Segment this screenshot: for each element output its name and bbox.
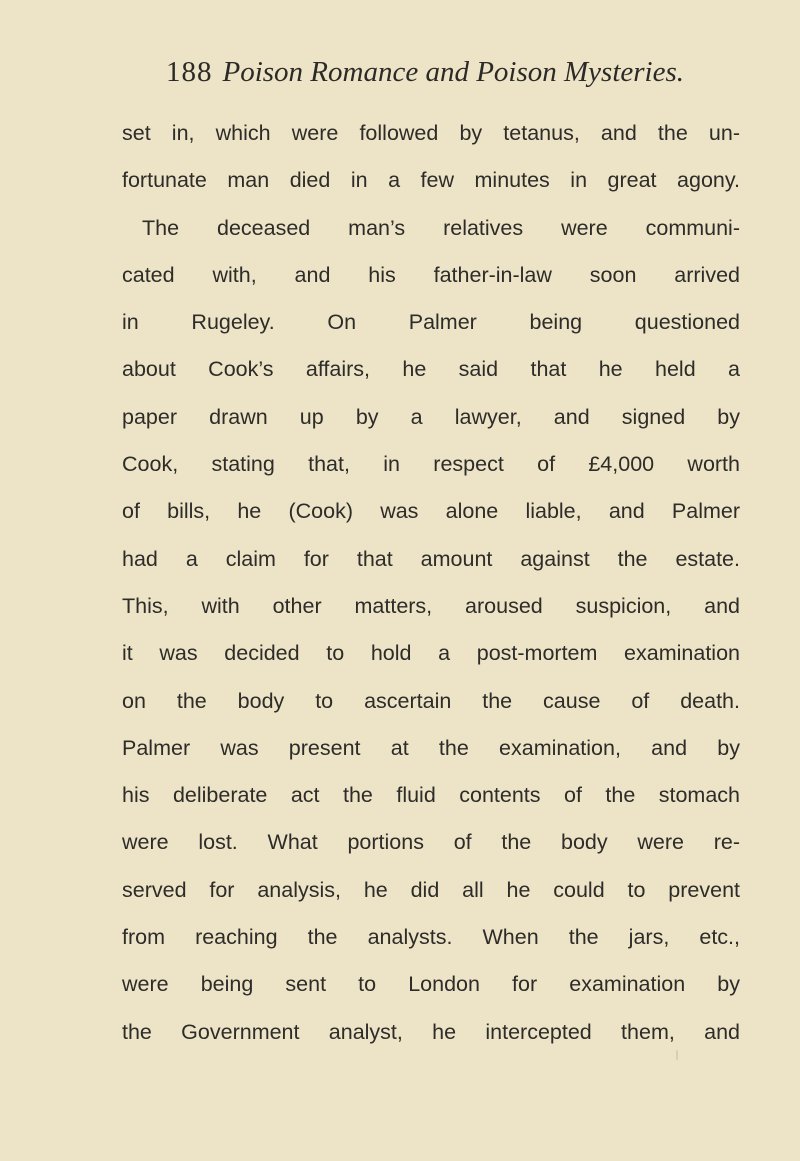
- text-line: cated with, and his father-in-law soon arrived: [122, 262, 740, 287]
- text-line: in Rugeley. On Palmer being questioned: [122, 310, 740, 335]
- page-number: 188: [166, 56, 213, 88]
- text-line: were being sent to London for examination by: [122, 972, 740, 997]
- text-line: on the body to ascertain the cause of death.: [122, 688, 740, 713]
- text-line: This, with other matters, aroused suspicion, and: [122, 593, 740, 618]
- text-line: had a claim for that amount against the estate.: [122, 546, 740, 571]
- text-line: were lost. What portions of the body were re-: [122, 830, 740, 855]
- body-text: [122, 110, 740, 1056]
- text-line: set in, which were followed by tetanus, and the un-: [122, 121, 740, 145]
- text-line: served for analysis, he did all he could to prevent: [122, 877, 740, 902]
- book-title: Poison Romance and Poison Mysteries.: [222, 56, 685, 88]
- text-line: Palmer was present at the examination, and by: [122, 735, 740, 760]
- text-line: paper drawn up by a lawyer, and signed by: [122, 404, 740, 429]
- text-line: The deceased man’s relatives were communi-: [142, 215, 740, 240]
- text-line: it was decided to hold a post-mortem examination: [122, 641, 740, 666]
- paper-speck: [676, 1050, 678, 1060]
- text-line: of bills, he (Cook) was alone liable, and Palmer: [122, 499, 740, 524]
- running-head: [166, 52, 726, 92]
- text-line: Cook, stating that, in respect of £4,000 worth: [122, 452, 740, 477]
- text-line: from reaching the analysts. When the jars, etc.,: [122, 925, 740, 950]
- text-line: fortunate man died in a few minutes in great agony.: [122, 168, 740, 193]
- text-line: the Government analyst, he intercepted them, and: [122, 1019, 740, 1044]
- text-line: his deliberate act the fluid contents of the stomach: [122, 783, 740, 808]
- text-line: about Cook’s affairs, he said that he held a: [122, 357, 740, 382]
